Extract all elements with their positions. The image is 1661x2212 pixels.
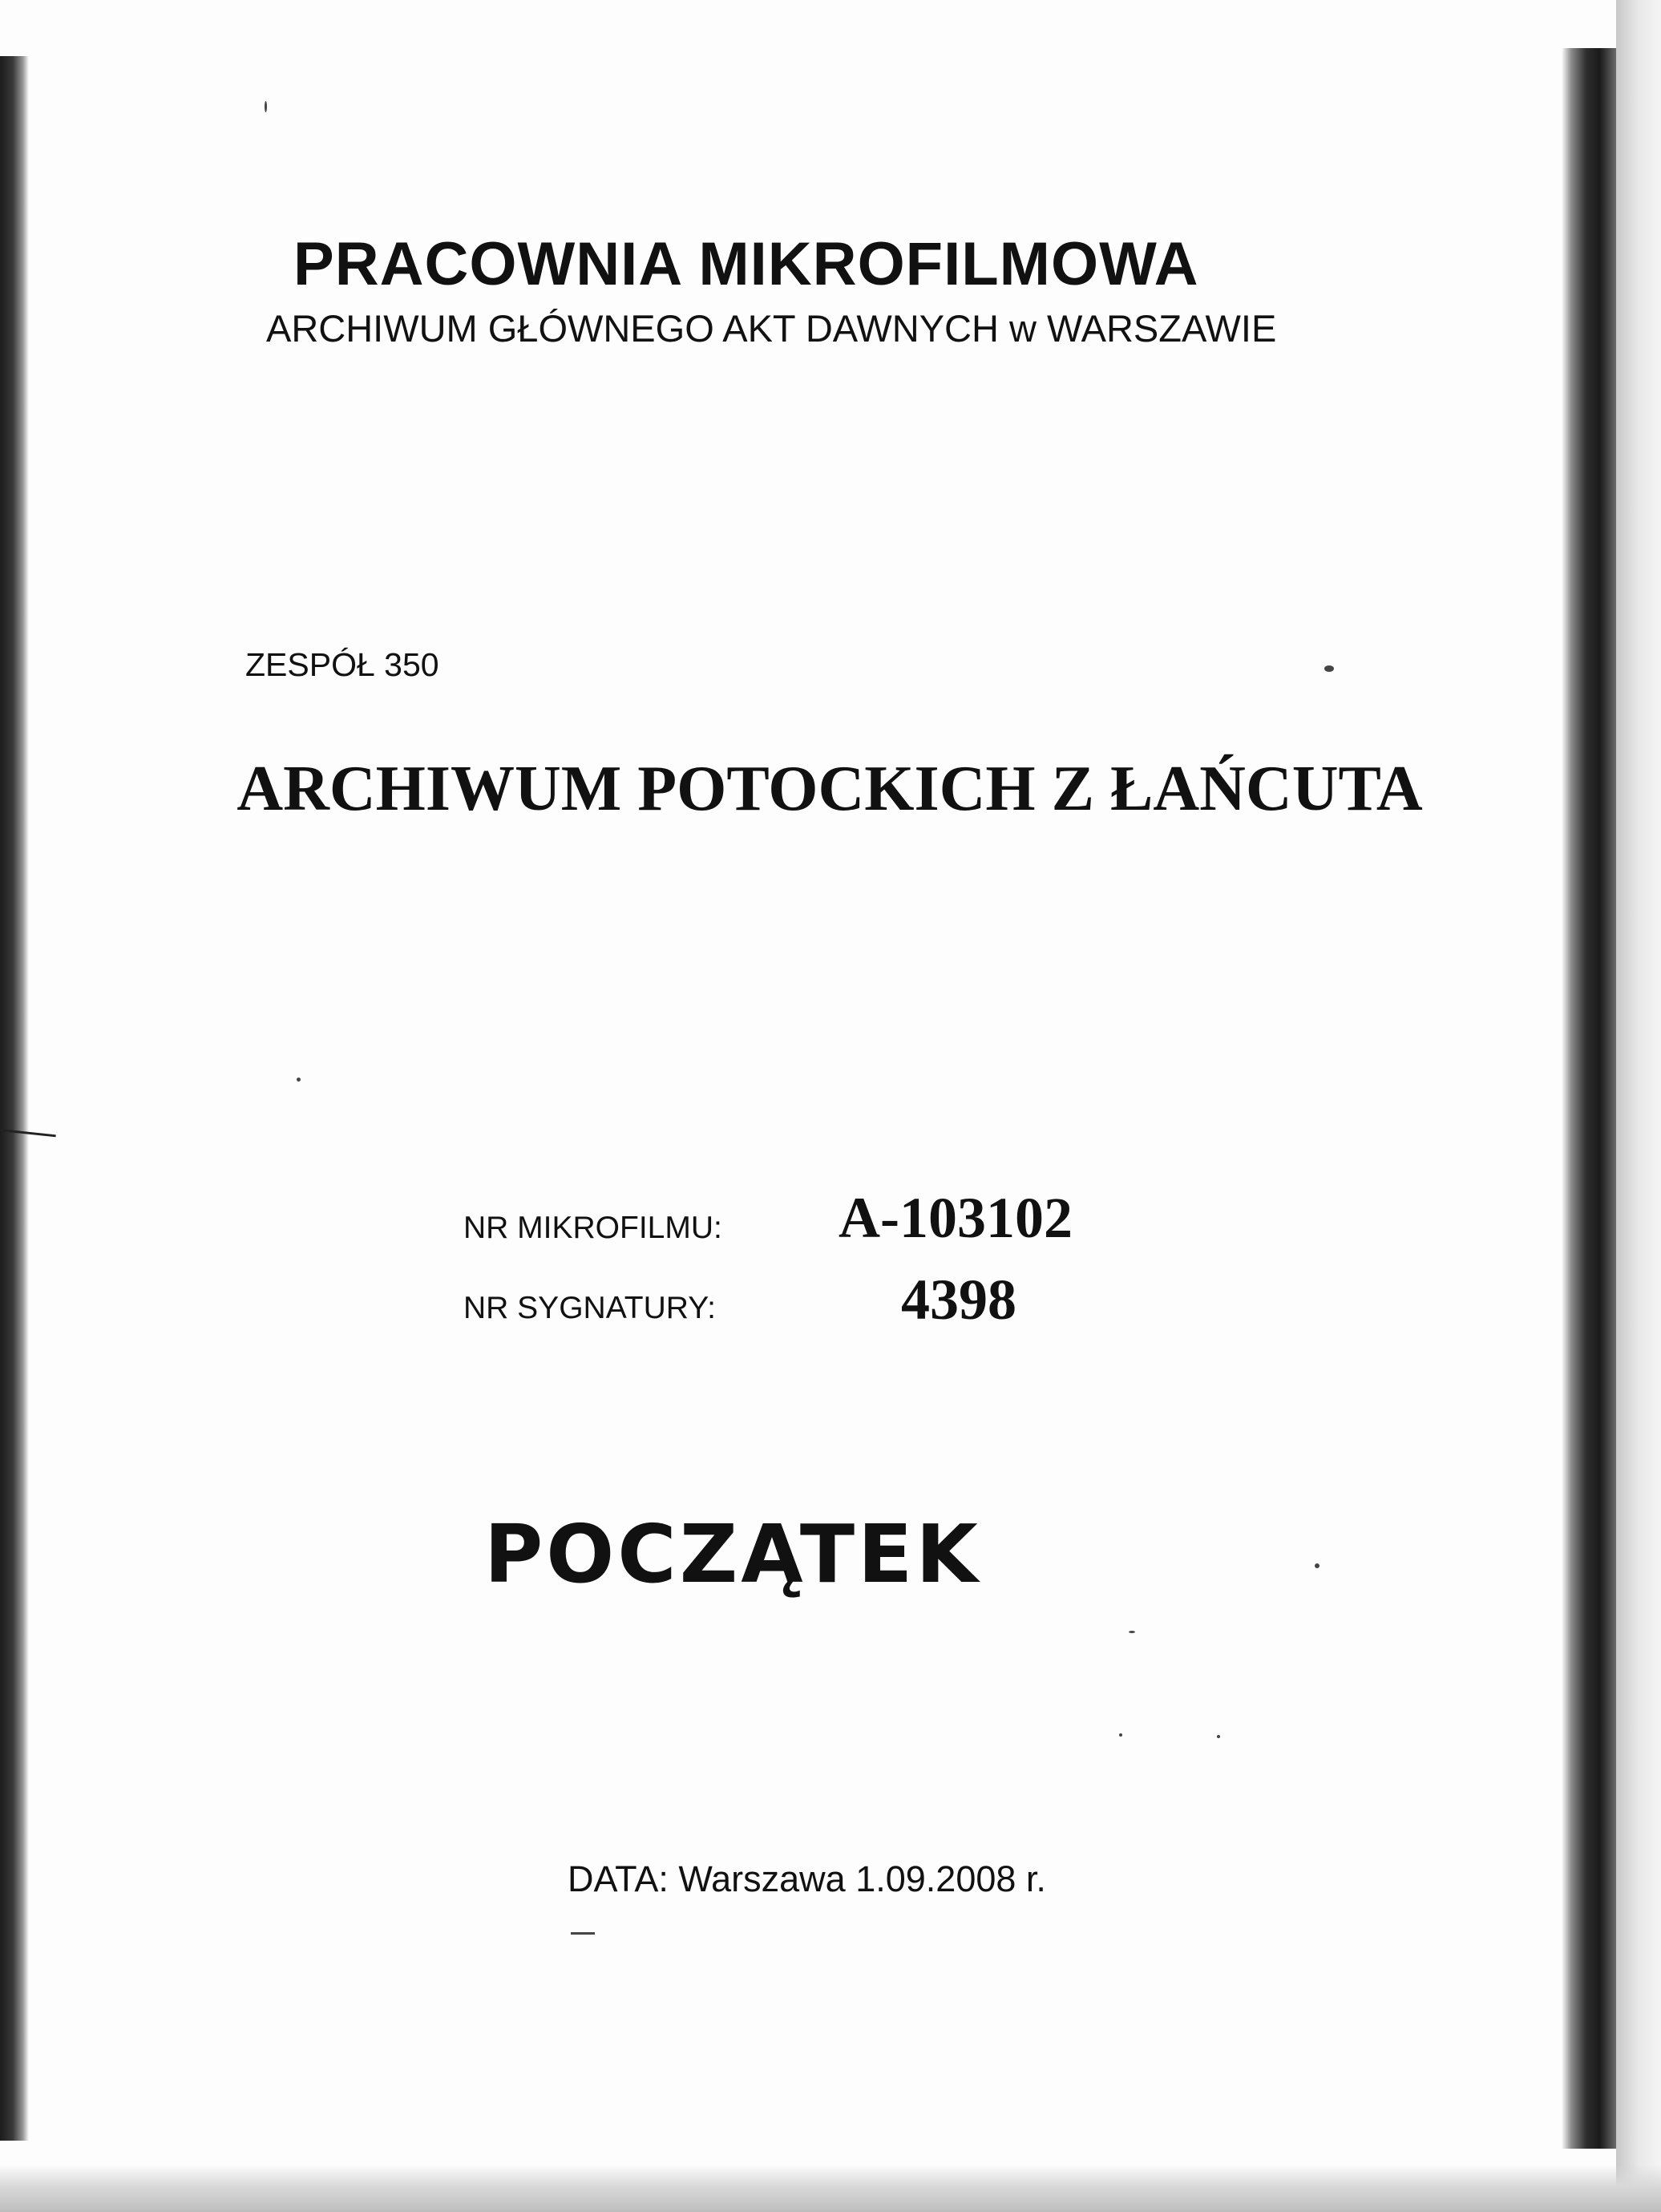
signature-value: 4398 [901, 1268, 1016, 1332]
scan-speck [1315, 1563, 1320, 1568]
date-line: DATA: Warszawa 1.09.2008 r. [568, 1858, 1046, 1899]
scan-speck [1119, 1733, 1122, 1737]
scan-speck [1324, 665, 1334, 672]
scan-edge-far-right [1616, 0, 1661, 2212]
lab-title: PRACOWNIA MIKROFILMOWA [293, 230, 1199, 298]
start-marker: POCZĄTEK [484, 1507, 981, 1601]
archive-name: ARCHIWUM GŁÓWNEGO AKT DAWNYCH w WARSZAWIE [266, 307, 1277, 350]
scan-speck [1217, 1735, 1220, 1738]
scan-edge-right [1562, 48, 1616, 2149]
fond-name: ARCHIWUM POTOCKICH Z ŁAŃCUTA [236, 754, 1423, 824]
signature-label: NR SYGNATURY: [463, 1291, 716, 1325]
microfilm-number-label: NR MIKROFILMU: [463, 1211, 722, 1245]
microfilm-number-value: A-103102 [839, 1186, 1073, 1250]
fond-number: ZESPÓŁ 350 [245, 646, 439, 683]
scan-edge-bottom [0, 2165, 1661, 2212]
scan-edge-left [0, 56, 29, 2141]
scan-speck [571, 1932, 595, 1935]
scan-speck [265, 101, 267, 112]
scan-speck [297, 1078, 301, 1082]
scan-speck [1129, 1631, 1135, 1633]
